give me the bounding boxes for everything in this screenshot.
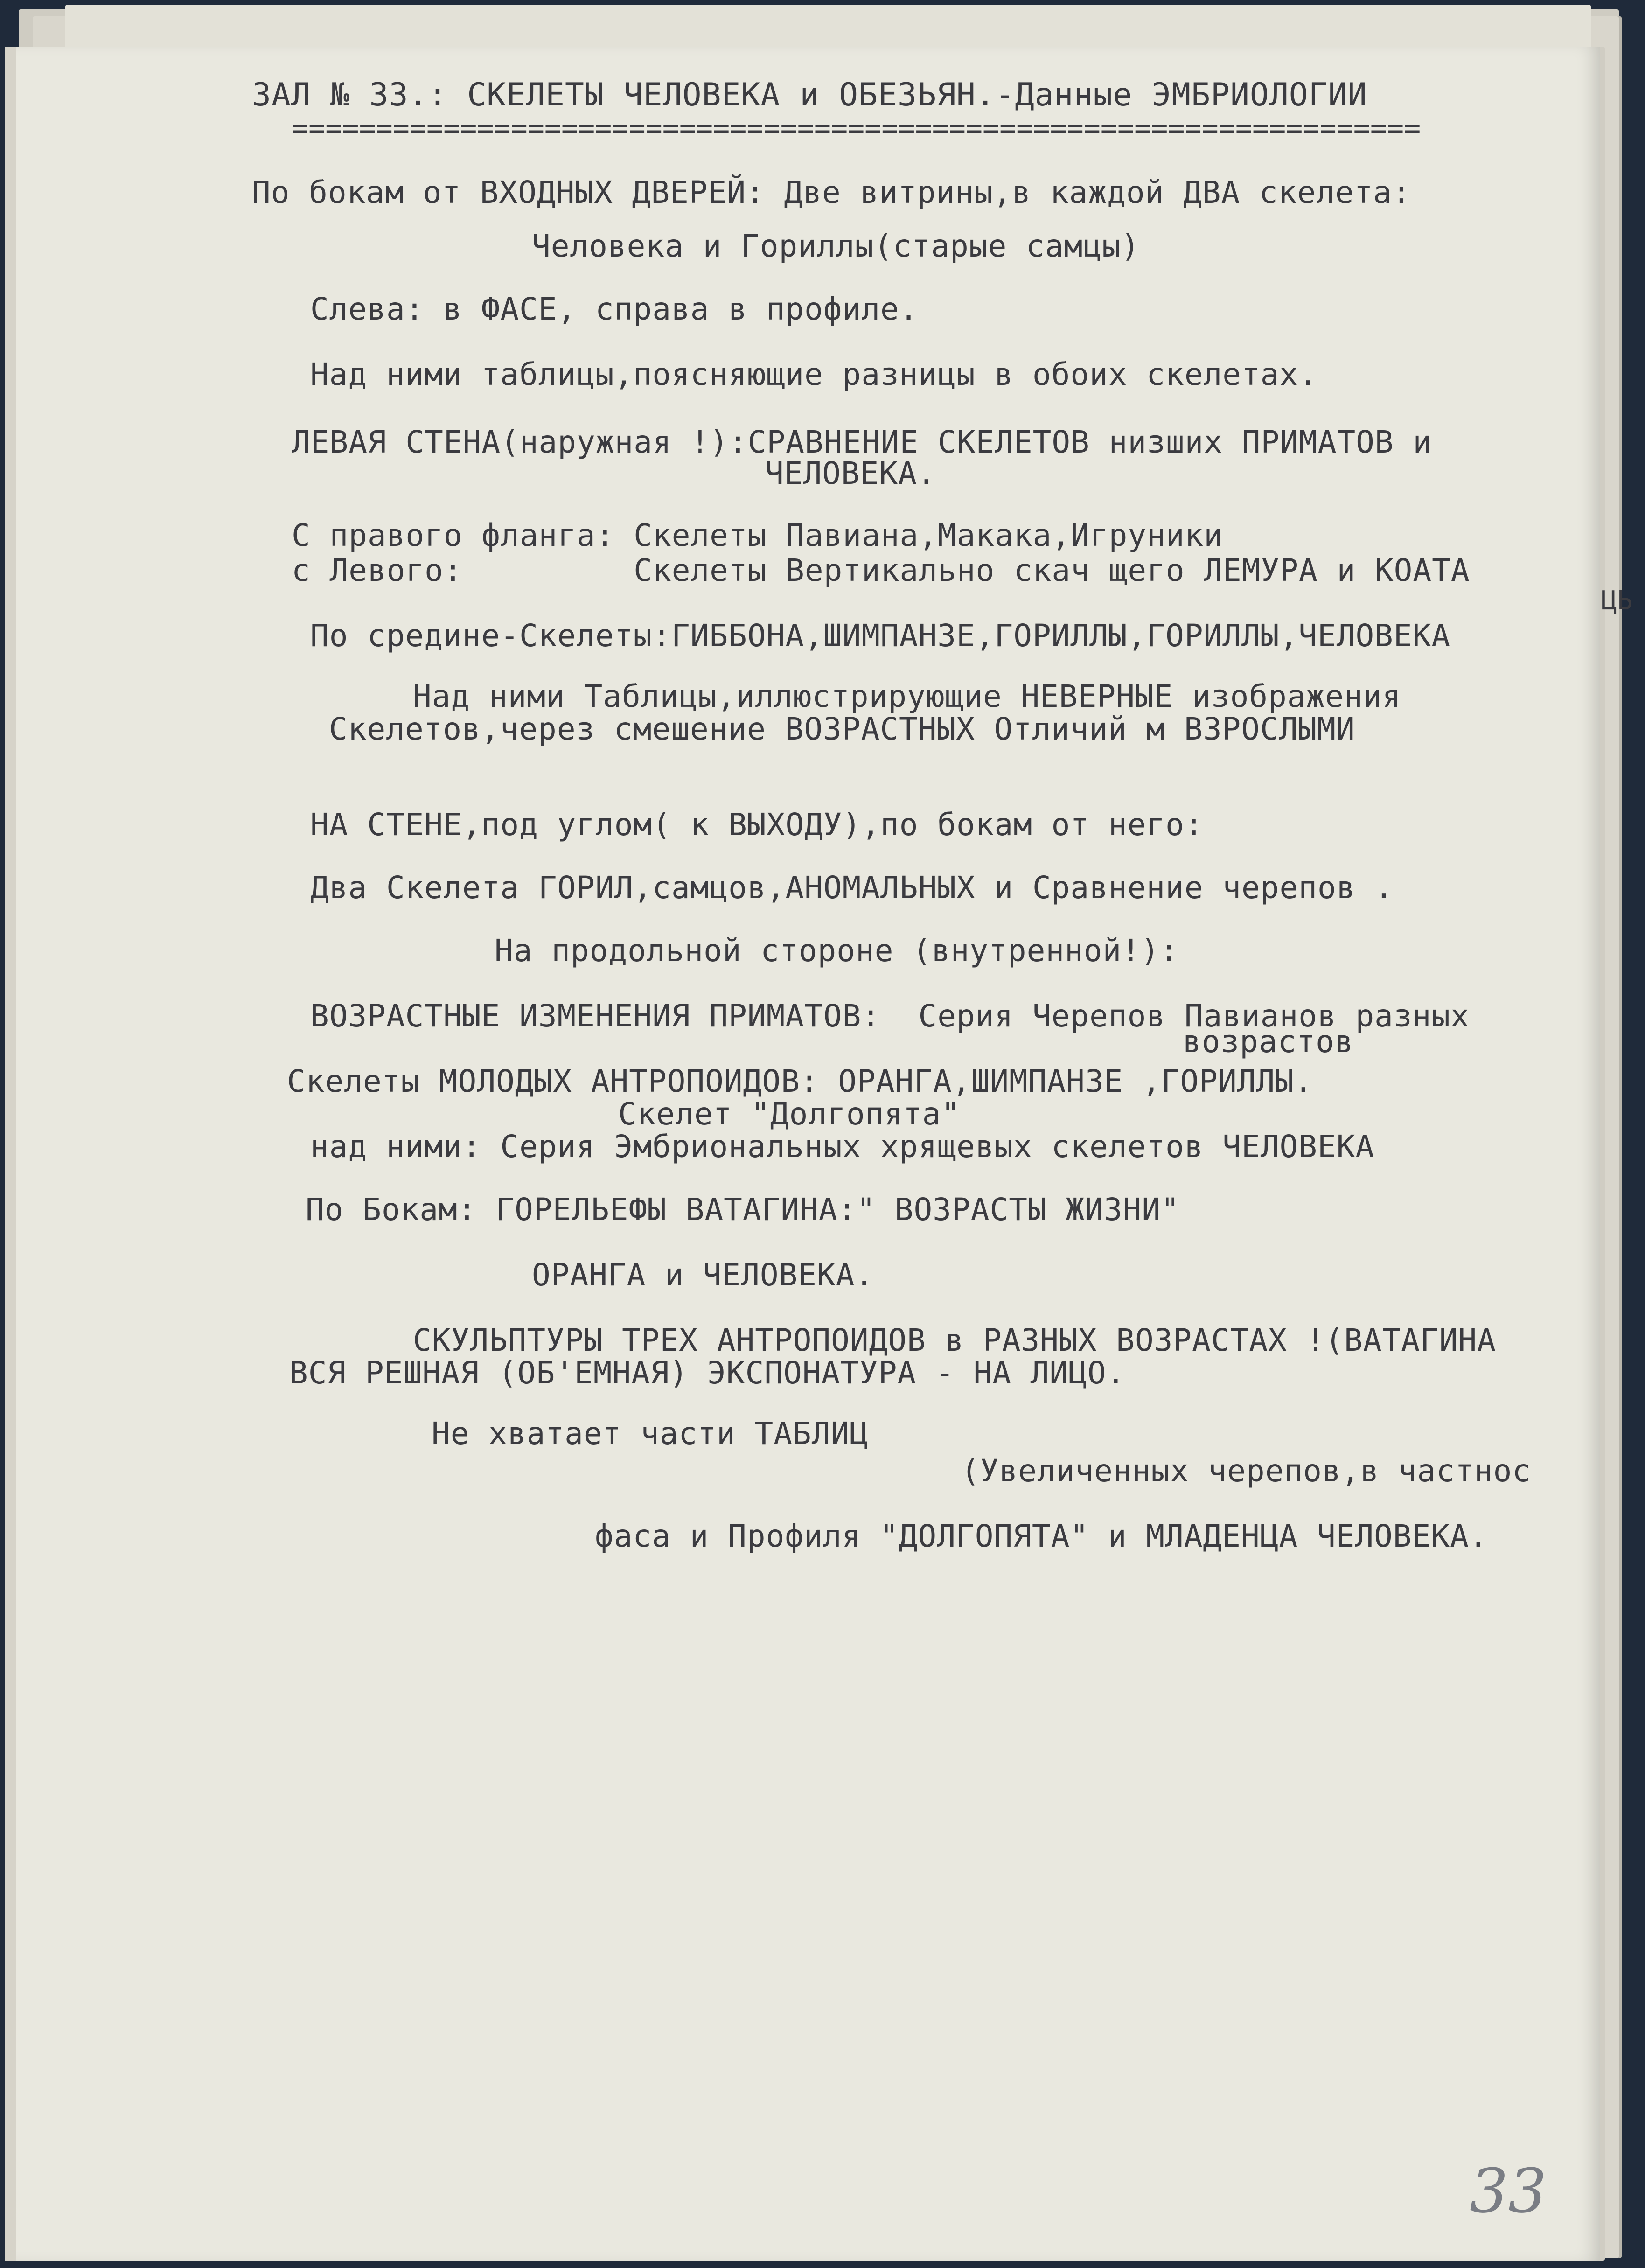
text-line: НА СТЕНЕ,под углом( к ВЫХОДУ),по бокам от него: <box>310 807 1204 843</box>
text-line: (Увеличенных черепов,в частнос <box>961 1453 1532 1489</box>
text-line: Скелет "Долгопята" <box>618 1096 961 1132</box>
text-line: Над ними таблицы,поясняющие разницы в обоих скелетах. <box>310 356 1317 392</box>
text-line: ЧЕЛОВЕКА. <box>765 455 936 491</box>
text-line: СКУЛЬПТУРЫ ТРЕХ АНТРОПОИДОВ в РАЗНЫХ ВОЗРАСТАХ !(ВАТАГИНА <box>413 1322 1496 1358</box>
text-line: Два Скелета ГОРИЛ,самцов,АНОМАЛЬНЫХ и Сравнение черепов . <box>310 870 1394 906</box>
text-line: ОРАНГА и ЧЕЛОВЕКА. <box>532 1257 874 1293</box>
text-line: Не хватает части ТАБЛИЦ <box>432 1416 869 1452</box>
edge-text-fragment: ЦЬ <box>1601 586 1633 616</box>
heading-underline: =================================================================== <box>292 112 1421 145</box>
text-line: Скелеты МОЛОДЫХ АНТРОПОИДОВ: ОРАНГА,ШИМПАНЗЕ ,ГОРИЛЛЫ. <box>287 1063 1313 1099</box>
text-line: с Левого: Скелеты Вертикально скач щего ЛЕМУРА и КОАТА <box>292 552 1470 588</box>
text-line: Скелетов,через смешение ВОЗРАСТНЫХ Отличий м ВЗРОСЛЫМИ <box>329 711 1355 747</box>
text-line: На продольной стороне (внутренной!): <box>495 933 1179 969</box>
text-line: С правого фланга: Скелеты Павиана,Макака,Игруники <box>292 517 1223 553</box>
text-line: фаса и Профиля "ДОЛГОПЯТА" и МЛАДЕНЦА ЧЕЛОВЕКА. <box>595 1518 1488 1554</box>
text-line: По Бокам: ГОРЕЛЬЕФЫ ВАТАГИНА:" ВОЗРАСТЫ ЖИЗНИ" <box>306 1192 1180 1228</box>
text-line: Над ними Таблицы,иллюстрирующие НЕВЕРНЫЕ изображения <box>413 678 1401 714</box>
text-line: По средине-Скелеты:ГИББОНА,ШИМПАНЗЕ,ГОРИЛЛЫ,ГОРИЛЛЫ,ЧЕЛОВЕКА <box>310 618 1451 654</box>
page-edge <box>5 47 16 2261</box>
text-line: ВСЯ РЕШНАЯ (ОБ'ЕМНАЯ) ЭКСПОНАТУРА - НА ЛИЦО. <box>289 1355 1126 1391</box>
handwritten-page-number: 33 <box>1470 2156 1547 2226</box>
text-line: ЛЕВАЯ СТЕНА(наружная !):СРАВНЕНИЕ СКЕЛЕТОВ низших ПРИМАТОВ и <box>292 424 1432 460</box>
page-heading: ЗАЛ № 33.: СКЕЛЕТЫ ЧЕЛОВЕКА и ОБЕЗЬЯН.-Данные ЭМБРИОЛОГИИ <box>252 77 1367 113</box>
text-line: Человека и Гориллы(старые самцы) <box>532 228 1140 264</box>
text-line: ВОЗРАСТНЫЕ ИЗМЕНЕНИЯ ПРИМАТОВ: Серия Черепов Павианов разных <box>310 998 1470 1034</box>
text-line: возрастов <box>1183 1024 1354 1060</box>
text-line: над ними: Серия Эмбриональных хрящевых скелетов ЧЕЛОВЕКА <box>310 1129 1375 1165</box>
text-line: По бокам от ВХОДНЫХ ДВЕРЕЙ: Две витрины,в каждой ДВА скелета: <box>252 174 1411 210</box>
text-line: Слева: в ФАСЕ, справа в профиле. <box>310 291 919 327</box>
